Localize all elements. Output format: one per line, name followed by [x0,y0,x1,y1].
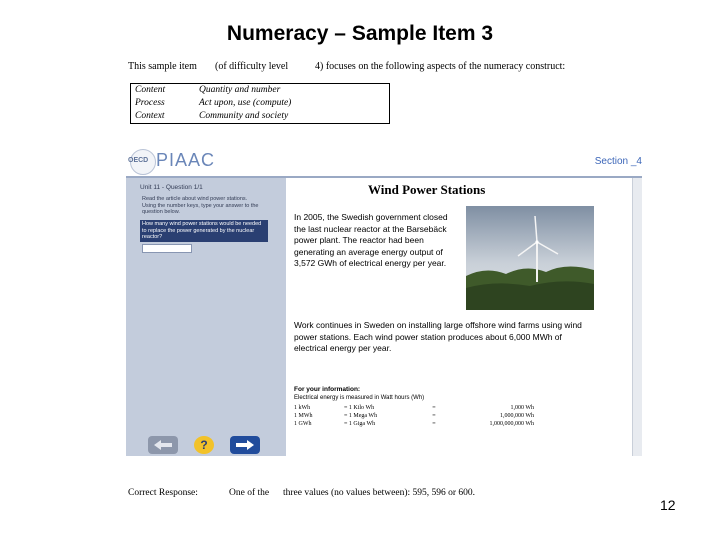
aspects-table [130,83,390,124]
aspect-row [131,110,390,124]
piaac-logo: PIAAC [156,150,216,170]
value-cell: 1,000,000 Wh [499,413,534,419]
help-button[interactable]: ? [194,436,214,454]
unit-label: Unit 11 - Question 1/1 [140,184,203,191]
oecd-logo-text: OECD [128,157,149,164]
separator-cell: = [432,413,436,419]
separator-cell: = [432,421,436,427]
aspect-label: Context [135,111,165,121]
equivalent-cell: = 1 Mega Wh [344,413,378,419]
intro-text-part2: (of difficulty level [215,61,289,72]
info-heading: For your information: [294,386,361,393]
info-subtext: Electrical energy is measured in Watt hours (Wh) [294,395,425,401]
instructions-text: Read the article about wind power stations. Using the number keys, type your answer to the question below. [142,196,259,215]
wind-turbine-image [466,206,594,310]
correct-response-label: Correct Response: [128,488,198,498]
value-cell: 1,000,000,000 Wh [489,421,534,427]
correct-response-part2: three values (no values between): 595, 596 or 600. [283,488,476,498]
article-paragraph: Work continues in Sweden on installing large offshore wind farms using wind power stations. Each wind power station produces about 6,000 MWh of electrical energy per year. [294,320,582,353]
value-cell: 1,000 Wh [510,405,534,411]
aspect-row [131,84,390,98]
wind-turbine-photo [466,206,594,310]
article-paragraph: In 2005, the Swedish government closed the last nuclear reactor at the Barsebäck power plant. The reactor had been generating an average energy output of 3,572 GWh of electrical energy per year. [294,212,448,268]
section-label: Section _4 [594,156,642,167]
aspect-label: Process [135,98,165,108]
correct-response-part1: One of the [229,488,270,498]
aspect-value: Quantity and number [199,85,281,95]
slide-title: Numeracy – Sample Item 3 [226,22,494,45]
article-panel [286,178,632,456]
aspect-row [131,97,390,110]
next-arrow-icon [230,436,260,454]
equivalent-cell: = 1 Giga Wh [344,421,376,427]
piaac-header [126,146,642,178]
energy-units-table [294,404,534,428]
question-text: How many wind power stations would be needed to replace the power generated by the nuclear reactor? [140,220,268,242]
scrollbar[interactable] [632,178,642,456]
next-button[interactable] [230,436,260,454]
separator-cell: = [432,405,436,411]
intro-text-part3: 4) focuses on the following aspects of the numeracy construct: [315,61,566,72]
back-arrow-icon [148,436,178,454]
answer-input[interactable] [142,244,192,253]
back-button[interactable] [148,436,178,454]
article-title: Wind Power Stations [368,182,486,197]
page-number: 12 [660,497,676,513]
unit-cell: 1 MWh [294,413,313,419]
unit-cell: 1 GWh [294,421,312,427]
piaac-screenshot [126,146,642,456]
aspect-label: Content [135,85,166,95]
table-row [294,404,534,412]
table-row [294,420,534,428]
equivalent-cell: = 1 Kilo Wh [344,405,375,411]
aspect-value: Act upon, use (compute) [199,98,292,108]
table-row [294,412,534,420]
intro-text-part1: This sample item [128,61,197,72]
aspect-value: Community and society [199,111,289,121]
unit-cell: 1 kWh [294,405,311,411]
